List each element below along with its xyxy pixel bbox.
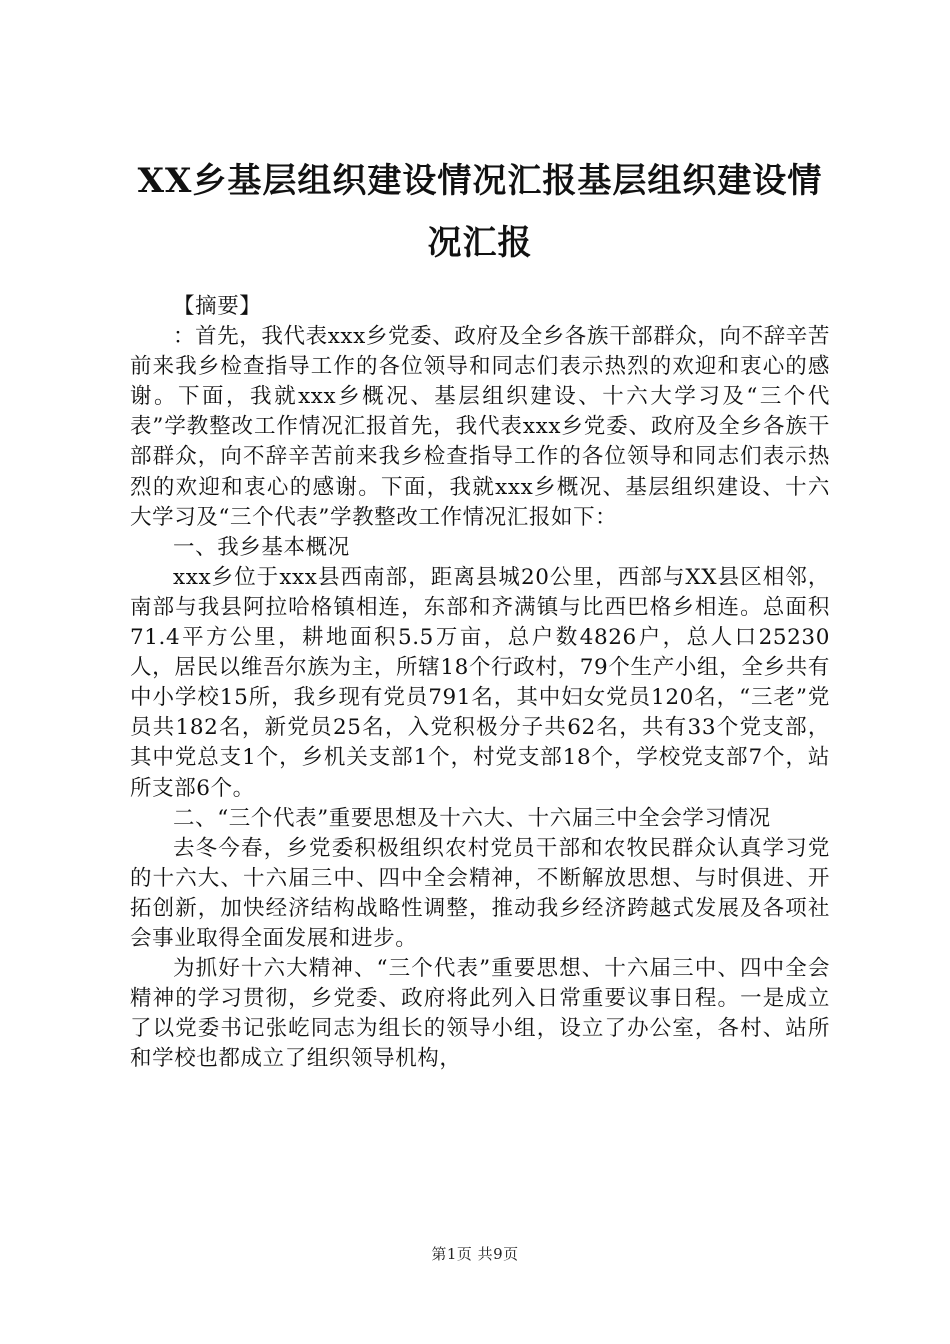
page-footer: 第1页 共9页 [431, 1245, 519, 1263]
section-heading-2: 二、“三个代表”重要思想及十六大、十六届三中全会学习情况 [173, 805, 771, 831]
paragraph-intro: ：首先，我代表xxx乡党委、政府及全乡各族干部群众，向不辞辛苦前来我乡检查指导工作的各位领导和同志们表示热烈的欢迎和衷心的感谢。下面，我就xxx乡概况、基层组织建设、十六大学习及“三个代表”学教整改工作情况汇报首先，我代表xxx乡党委、政府及全乡各族干部群众，向不辞辛苦前来我乡检查指导工作的各位领导和同志们表示热烈的欢迎和衷心的感谢。下面，我就xxx乡概况、基层组织建设、十六大学习及“三个代表”学教整改工作情况汇报如下： [130, 324, 830, 530]
paragraph-study: 去冬今春，乡党委积极组织农村党员干部和农牧民群众认真学习党的十六大、十六届三中、四中全会精神，不断解放思想、与时俱进、开拓创新，加快经济结构战略性调整，推动我乡经济跨越式发展及各项社会事业取得全面发展和进步。 [130, 835, 830, 951]
document-title: XX乡基层组织建设情况汇报基层组织建设情况汇报 [137, 161, 823, 263]
section-heading-1: 一、我乡基本概况 [173, 534, 350, 560]
paragraph-overview: xxx乡位于xxx县西南部，距离县城20公里，西部与XX县区相邻，南部与我县阿拉哈格镇相连，东部和齐满镇与比西巴格乡相连。总面积71.4平方公里，耕地面积5.5万亩，总户数4826户，总人口25230人，居民以维吾尔族为主，所辖18个行政村，79个生产小组，全乡共有中小学校15所，我乡现有党员791名，其中妇女党员120名，“三老”党员共182名，新党员25名，入党积极分子共62名，共有33个党支部，其中党总支1个，乡机关支部1个，村党支部18个，学校党支部7个，站所支部6个。 [130, 564, 830, 801]
paragraph-implementation: 为抓好十六大精神、“三个代表”重要思想、十六届三中、四中全会精神的学习贯彻，乡党委、政府将此列入日常重要议事日程。一是成立了以党委书记张屹同志为组长的领导小组，设立了办公室，各村、站所和学校也都成立了组织领导机构， [130, 956, 830, 1072]
summary-heading: 【摘要】 [173, 294, 262, 319]
document-body [130, 292, 830, 1074]
